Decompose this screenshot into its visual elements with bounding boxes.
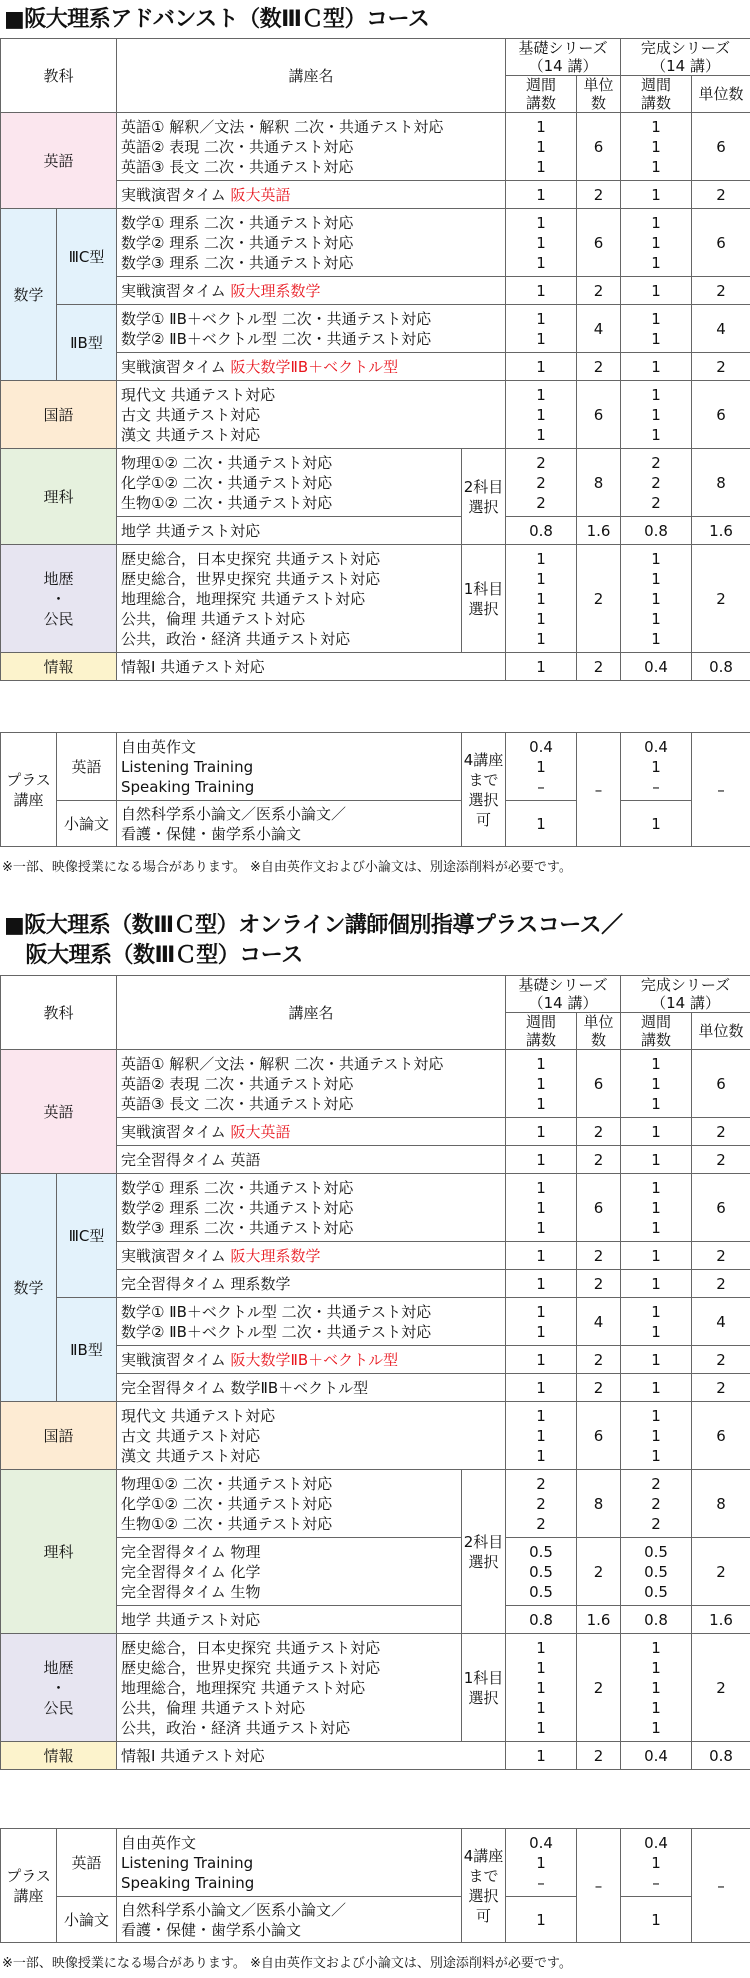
table-row: 国語 現代文 共通テスト対応 古文 共通テスト対応 漢文 共通テスト対応 1 1 1 6 1 1 1 6 (1, 381, 750, 449)
header-weekly-basic: 週間 講数 (506, 1013, 577, 1050)
table-row: 実戦演習タイム 阪大理系数学 1 2 1 2 (1, 1242, 750, 1270)
subject-plus: プラス 講座 (1, 733, 57, 847)
table-row: 完全習得タイム 理系数学 1 2 1 2 (1, 1270, 750, 1298)
subject-science: 理科 (1, 1470, 117, 1634)
table-row: ⅡB型 数学① ⅡB＋ベクトル型 二次・共通テスト対応 数学② ⅡB＋ベクトル型 二次・共通テスト対応 1 1 4 1 1 4 (1, 1298, 750, 1346)
table-row: 地歴 ・ 公民 歴史総合，日本史探究 共通テスト対応 歴史総合，世界史探究 共通テスト対応 地理総合，地理探究 共通テスト対応 公共，倫理 共通テスト対応 公共，政治・経済 共通テスト対応 1科目 選択 1 1 1 1 1 2 1 1 1 1 1 2 (1, 1634, 750, 1742)
section2-table (0, 975, 750, 1770)
table-row: 地学 共通テスト対応 0.8 1.6 0.8 1.6 (1, 1606, 750, 1634)
header-units-complete: 単位数 (692, 76, 750, 113)
subject-math: 数学 (1, 1174, 57, 1402)
table-row: 実戦演習タイム 阪大数学ⅡB＋ベクトル型 1 2 1 2 (1, 1346, 750, 1374)
table-row: 実戦演習タイム 阪大英語 1 2 1 2 (1, 1118, 750, 1146)
table-row: 完全習得タイム 物理 完全習得タイム 化学 完全習得タイム 生物 0.5 0.5 0.5 2 0.5 0.5 0.5 2 (1, 1538, 750, 1606)
section1-title: ■阪大理系アドバンスト（数ⅢＣ型）コース (4, 7, 430, 32)
table-row: 数学 ⅢC型 数学① 理系 二次・共通テスト対応 数学② 理系 二次・共通テスト対応 数学③ 理系 二次・共通テスト対応 1 1 1 6 1 1 1 6 (1, 1174, 750, 1242)
header-course: 講座名 (117, 39, 506, 113)
header-units-basic: 単位数 (577, 76, 621, 113)
subject-japanese: 国語 (1, 381, 117, 449)
section1-plus-table (0, 732, 750, 847)
subject-japanese: 国語 (1, 1402, 117, 1470)
table-row: 数学 ⅢC型 数学① 理系 二次・共通テスト対応 数学② 理系 二次・共通テスト対応 数学③ 理系 二次・共通テスト対応 1 1 1 6 1 1 1 6 (1, 209, 750, 277)
table-row: 地学 共通テスト対応 0.8 1.6 0.8 1.6 (1, 517, 750, 545)
table-row: 国語 現代文 共通テスト対応 古文 共通テスト対応 漢文 共通テスト対応 1 1 1 6 1 1 1 6 (1, 1402, 750, 1470)
subject-english: 英語 (1, 1050, 117, 1174)
table-row: 完全習得タイム 英語 1 2 1 2 (1, 1146, 750, 1174)
table-row: 英語 英語① 解釈／文法・解釈 二次・共通テスト対応 英語② 表現 二次・共通テスト対応 英語③ 長文 二次・共通テスト対応 1 1 1 6 1 1 1 6 (1, 1050, 750, 1118)
footnote-1: ※一部、映像授業になる場合があります。 ※自由英作文および小論文は、別途添削料が必要です。 (2, 860, 572, 875)
section2-title-line1: ■阪大理系（数ⅢＣ型）オンライン講師個別指導プラスコース／ (4, 913, 623, 938)
table-row: 実戦演習タイム 阪大理系数学 1 2 1 2 (1, 277, 750, 305)
header-basic: 基礎シリーズ （14 講） (506, 39, 621, 76)
subject-social: 地歴 ・ 公民 (1, 1634, 117, 1742)
section1-table (0, 38, 750, 681)
table-row: プラス 講座 英語 自由英作文 Listening Training Speaking Training 4講座 まで 選択可 0.4 1 – – 0.4 1 – – (1, 1829, 750, 1897)
subject-info: 情報 (1, 1742, 117, 1770)
header-units-basic: 単位数 (577, 1013, 621, 1050)
header-basic: 基礎シリーズ （14 講） (506, 976, 621, 1013)
header-subject: 教科 (1, 976, 117, 1050)
subject-plus-essay: 小論文 (57, 801, 117, 847)
header-complete: 完成シリーズ （14 講） (621, 39, 750, 76)
table-row: 地歴 ・ 公民 歴史総合，日本史探究 共通テスト対応 歴史総合，世界史探究 共通テスト対応 地理総合，地理探究 共通テスト対応 公共，倫理 共通テスト対応 公共，政治・経済 共通テスト対応 1科目 選択 1 1 1 1 1 2 1 1 1 1 1 2 (1, 545, 750, 653)
table-row: 理科 物理①② 二次・共通テスト対応 化学①② 二次・共通テスト対応 生物①② 二次・共通テスト対応 2科目 選択 2 2 2 8 2 2 2 8 (1, 449, 750, 517)
table-row: プラス 講座 英語 自由英作文 Listening Training Speaking Training 4講座 まで 選択可 0.4 1 – – 0.4 1 – – (1, 733, 750, 801)
subject-english: 英語 (1, 113, 117, 209)
section2-title-line2: 阪大理系（数ⅢＣ型）コース (4, 943, 303, 968)
table-row: ⅡB型 数学① ⅡB＋ベクトル型 二次・共通テスト対応 数学② ⅡB＋ベクトル型 二次・共通テスト対応 1 1 4 1 1 4 (1, 305, 750, 353)
subject-plus-english: 英語 (57, 733, 117, 801)
header-units-complete: 単位数 (692, 1013, 750, 1050)
subject-math: 数学 (1, 209, 57, 381)
table-row: 小論文 自然科学系小論文／医系小論文／ 看護・保健・歯学系小論文 1 1 (1, 1897, 750, 1943)
subject-math2b: ⅡB型 (57, 305, 117, 381)
section2-plus-table (0, 1828, 750, 1943)
header-complete: 完成シリーズ （14 講） (621, 976, 750, 1013)
header-course: 講座名 (117, 976, 506, 1050)
header-weekly-complete: 週間 講数 (621, 76, 692, 113)
header-weekly-complete: 週間 講数 (621, 1013, 692, 1050)
header-weekly-basic: 週間 講数 (506, 76, 577, 113)
table-row: 完全習得タイム 数学ⅡB＋ベクトル型 1 2 1 2 (1, 1374, 750, 1402)
table-row: 実戦演習タイム 阪大数学ⅡB＋ベクトル型 1 2 1 2 (1, 353, 750, 381)
subject-math3c: ⅢC型 (57, 1174, 117, 1298)
table-row: 理科 物理①② 二次・共通テスト対応 化学①② 二次・共通テスト対応 生物①② 二次・共通テスト対応 2科目 選択 2 2 2 8 2 2 2 8 (1, 1470, 750, 1538)
course-cell: 英語① 解釈／文法・解釈 二次・共通テスト対応 英語② 表現 二次・共通テスト対応 英語③ 長文 二次・共通テスト対応 (117, 113, 506, 181)
subject-social: 地歴 ・ 公民 (1, 545, 117, 653)
subject-math3c: ⅢC型 (57, 209, 117, 305)
subject-science: 理科 (1, 449, 117, 545)
subject-plus: プラス 講座 (1, 1829, 57, 1943)
table-row: 英語 英語① 解釈／文法・解釈 二次・共通テスト対応 英語② 表現 二次・共通テスト対応 英語③ 長文 二次・共通テスト対応 1 1 1 6 1 1 1 6 (1, 113, 750, 181)
subject-plus-essay: 小論文 (57, 1897, 117, 1943)
header-subject: 教科 (1, 39, 117, 113)
footnote-2: ※一部、映像授業になる場合があります。 ※自由英作文および小論文は、別途添削料が必要です。 (2, 1956, 572, 1971)
subject-math2b: ⅡB型 (57, 1298, 117, 1402)
table-row: 小論文 自然科学系小論文／医系小論文／ 看護・保健・歯学系小論文 1 1 (1, 801, 750, 847)
subject-info: 情報 (1, 653, 117, 681)
table-row: 情報 情報Ⅰ 共通テスト対応 1 2 0.4 0.8 (1, 653, 750, 681)
table-row: 実戦演習タイム 阪大英語 1 2 1 2 (1, 181, 750, 209)
subject-plus-english: 英語 (57, 1829, 117, 1897)
table-row: 情報 情報Ⅰ 共通テスト対応 1 2 0.4 0.8 (1, 1742, 750, 1770)
